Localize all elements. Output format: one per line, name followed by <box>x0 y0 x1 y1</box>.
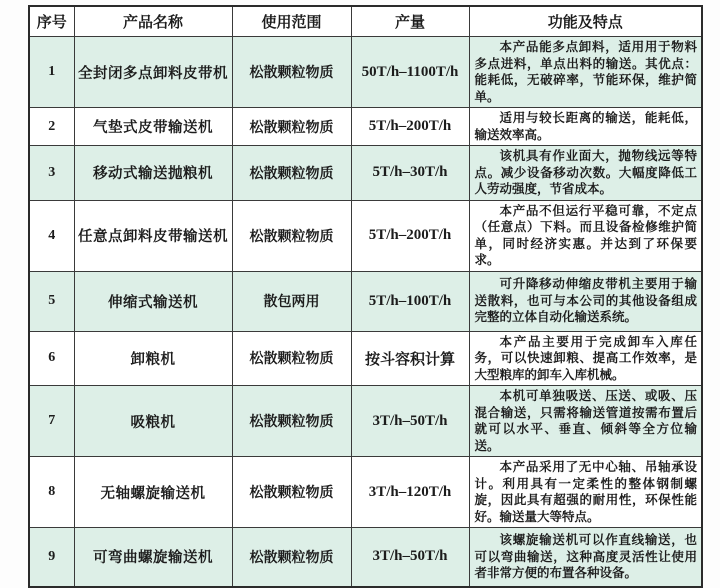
product-spec-table <box>28 5 703 588</box>
header-cell-output: 产量 <box>351 6 469 37</box>
cell-index: 9 <box>29 528 74 587</box>
features-text: 本产品采用了无中心轴、吊轴承设计。利用具有一定柔性的整体钢制螺旋，因此具有超强的耐用性，环保性能好。输送量大等特点。 <box>474 460 697 524</box>
header-row <box>29 6 702 37</box>
cell-features <box>469 331 702 386</box>
features-text: 本产品能多点卸料，适用用于物料多点进料，单点出料的输送。其优点：能耗低，无破碎率，节能环保，维护简单。 <box>474 40 697 104</box>
table-row <box>29 200 702 271</box>
cell-output: 5T/h–100T/h <box>351 271 469 331</box>
cell-usage-scope: 松散颗粒物质 <box>232 386 351 457</box>
features-text: 该螺旋输送机可以作直线输送，也可以弯曲输送，这种高度灵活性让使用者非常方便的布置各种设备。 <box>474 533 697 580</box>
cell-features <box>469 37 702 108</box>
features-text: 适用与较长距离的输送，能耗低，输送效率高。 <box>474 111 697 142</box>
features-text: 可升降移动伸缩皮带机主要用于输送散料，也可与本公司的其他设备组成完整的立体自动化输送系统。 <box>474 277 697 325</box>
cell-product-name: 无轴螺旋输送机 <box>74 457 232 528</box>
header-cell-usage-scope: 使用范围 <box>232 6 351 37</box>
cell-features <box>469 457 702 528</box>
product-spec-table-container <box>28 5 703 588</box>
cell-product-name: 卸粮机 <box>74 331 232 386</box>
cell-features <box>469 146 702 201</box>
cell-output: 50T/h–1100T/h <box>351 37 469 108</box>
table-row <box>29 37 702 108</box>
cell-product-name: 全封闭多点卸料皮带机 <box>74 37 232 108</box>
header-cell-features: 功能及特点 <box>469 6 702 37</box>
cell-features <box>469 528 702 587</box>
features-text: 该机具有作业面大，抛物线远等特点。减少设备移动次数。大幅度降低工人劳动强度，节省成本。 <box>474 149 697 196</box>
cell-index: 4 <box>29 200 74 271</box>
cell-product-name: 吸粮机 <box>74 386 232 457</box>
cell-features <box>469 108 702 146</box>
table-row <box>29 146 702 201</box>
cell-index: 8 <box>29 457 74 528</box>
cell-output: 按斗容积计算 <box>351 331 469 386</box>
cell-product-name: 伸缩式输送机 <box>74 271 232 331</box>
cell-usage-scope: 散包两用 <box>232 271 351 331</box>
features-text: 本产品不但运行平稳可靠，不定点（任意点）下料。而且设备检修维护简单，同时经济实惠。并达到了环保要求。 <box>474 203 697 267</box>
table-row <box>29 528 702 587</box>
cell-features <box>469 386 702 457</box>
cell-product-name: 气垫式皮带输送机 <box>74 108 232 146</box>
cell-product-name: 移动式输送抛粮机 <box>74 146 232 201</box>
cell-output: 3T/h–50T/h <box>351 386 469 457</box>
table-row <box>29 271 702 331</box>
cell-output: 3T/h–50T/h <box>351 528 469 587</box>
cell-usage-scope: 松散颗粒物质 <box>232 331 351 386</box>
cell-product-name: 可弯曲螺旋输送机 <box>74 528 232 587</box>
cell-usage-scope: 松散颗粒物质 <box>232 37 351 108</box>
table-row <box>29 386 702 457</box>
cell-index: 3 <box>29 146 74 201</box>
cell-product-name: 任意点卸料皮带输送机 <box>74 200 232 271</box>
header-cell-product-name: 产品名称 <box>74 6 232 37</box>
cell-output: 5T/h–200T/h <box>351 200 469 271</box>
cell-index: 5 <box>29 271 74 331</box>
table-row <box>29 108 702 146</box>
cell-output: 5T/h–30T/h <box>351 146 469 201</box>
cell-usage-scope: 松散颗粒物质 <box>232 528 351 587</box>
features-text: 本机可单独吸送、压送、或吸、压混合输送，只需将输送管道按需布置后就可以水平、垂直、倾斜等全方位输送。 <box>474 389 697 453</box>
cell-features <box>469 271 702 331</box>
cell-index: 7 <box>29 386 74 457</box>
header-cell-index: 序号 <box>29 6 74 37</box>
cell-index: 2 <box>29 108 74 146</box>
cell-index: 6 <box>29 331 74 386</box>
cell-usage-scope: 松散颗粒物质 <box>232 108 351 146</box>
cell-output: 3T/h–120T/h <box>351 457 469 528</box>
table-row <box>29 331 702 386</box>
cell-index: 1 <box>29 37 74 108</box>
table-row <box>29 457 702 528</box>
cell-usage-scope: 松散颗粒物质 <box>232 146 351 201</box>
cell-usage-scope: 松散颗粒物质 <box>232 457 351 528</box>
cell-usage-scope: 松散颗粒物质 <box>232 200 351 271</box>
cell-output: 5T/h–200T/h <box>351 108 469 146</box>
features-text: 本产品主要用于完成卸车入库任务，可以快速卸粮、提高工作效率，是大型粮库的卸车入库机械。 <box>474 334 697 382</box>
cell-features <box>469 200 702 271</box>
